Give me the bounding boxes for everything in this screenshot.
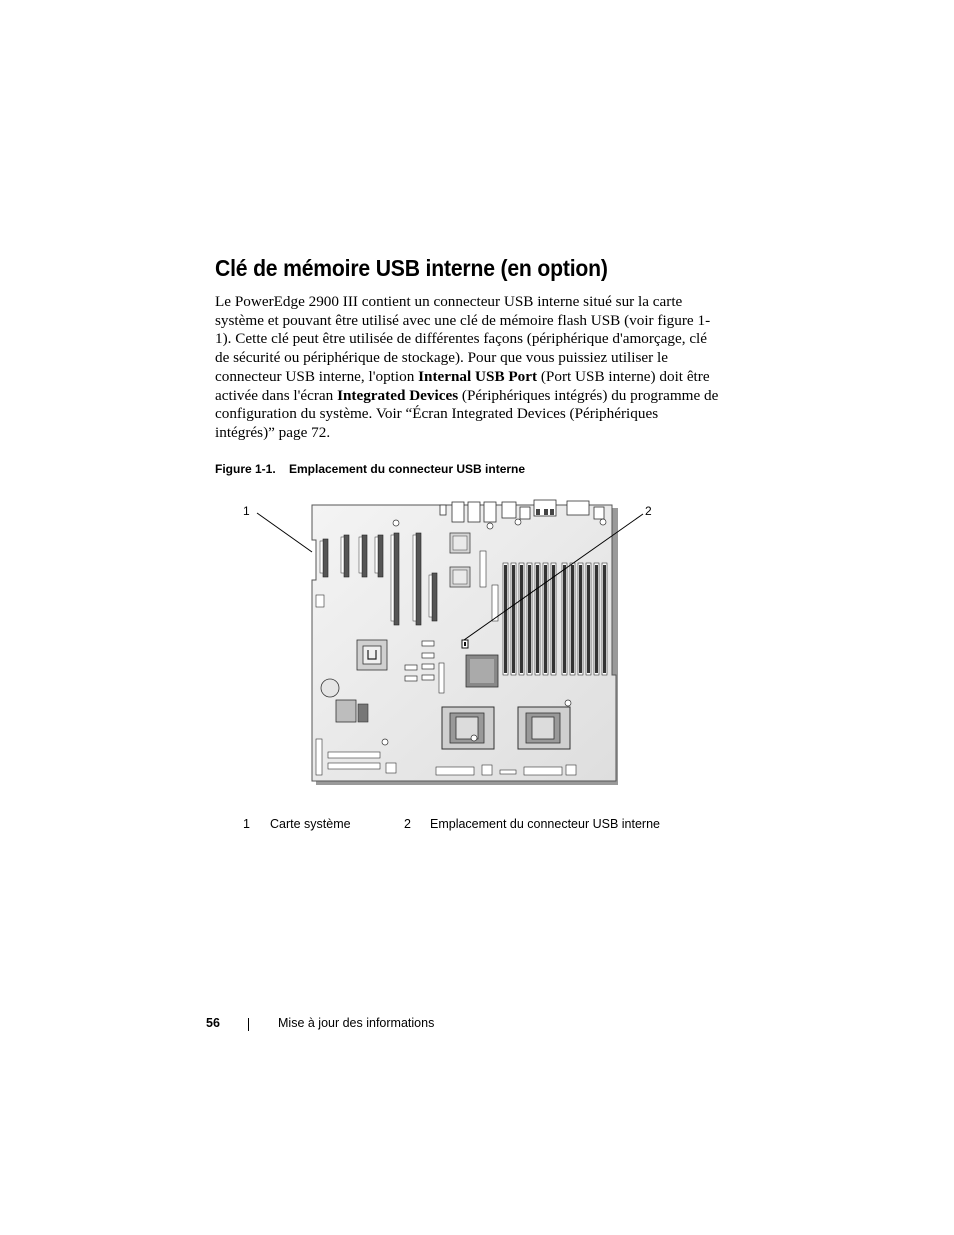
legend-item-2-number: 2 [404,817,411,831]
callout-2: 2 [645,504,652,518]
figure-caption [215,462,525,476]
figure-number: Figure 1-1. [215,462,276,476]
paragraph-text: (Périphériques intégrés) du programme de configuration du système. Voir “Écran Integrated Devices (Périphériques intégrés)” page 72. [215,386,719,441]
footer-separator [248,1018,249,1031]
callout-1: 1 [243,504,250,518]
figure-caption-text: Emplacement du connecteur USB interne [289,462,526,476]
legend-item-2-label: Emplacement du connecteur USB interne [430,817,660,831]
legend-item-1-label: Carte système [270,817,351,831]
system-board-figure [230,495,670,790]
body-paragraph [215,293,720,443]
screen-integrated-devices: Integrated Devices [337,386,459,404]
page-title: Clé de mémoire USB interne (en option) [215,255,608,281]
paragraph-text: Le PowerEdge 2900 III contient un connecteur USB interne situé sur la carte système et pouvant être utilisé avec une clé de mémoire flash USB (voir figure 1-1). Cette clé peut être utilisée de différentes façons (périphérique d'amorçage, clé de sécurité ou périphérique de stockage). Pour que vous puissiez utiliser le connecteur USB interne, l'option [215,293,711,385]
footer-title: Mise à jour des informations [278,1016,435,1030]
paragraph-text: (Port USB interne) doit être activée dans l'écran [215,367,710,404]
system-board-illustration [230,495,670,790]
page-number: 56 [206,1016,220,1030]
legend-item-1-number: 1 [243,817,250,831]
option-internal-usb-port: Internal USB Port [418,367,538,385]
